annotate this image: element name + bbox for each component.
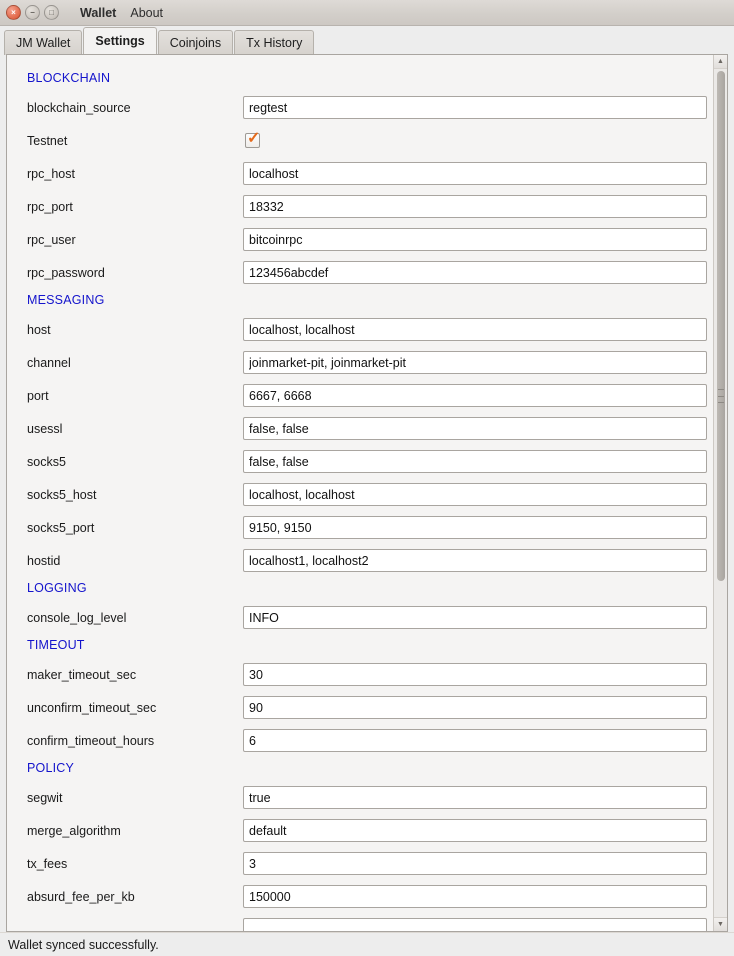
unconfirm-timeout-sec-input[interactable] [243, 696, 707, 719]
setting-label: rpc_user [27, 232, 76, 247]
setting-row-channel [25, 346, 707, 379]
host-input[interactable] [243, 318, 707, 341]
setting-row-rpc-user [25, 223, 707, 256]
window-controls [6, 5, 59, 20]
blockchain-source-input[interactable] [243, 96, 707, 119]
scrollbar-track[interactable] [714, 69, 728, 917]
tab-bar [0, 26, 734, 54]
socks5-host-input[interactable] [243, 483, 707, 506]
settings-scrollbar[interactable] [713, 55, 727, 931]
setting-row-socks5-port [25, 511, 707, 544]
menu-item-about[interactable]: About [130, 5, 164, 20]
setting-label: absurd_fee_per_kb [27, 889, 135, 904]
setting-label: console_log_level [27, 610, 127, 625]
setting-row-host [25, 313, 707, 346]
setting-row-unconfirm-timeout-sec [25, 691, 707, 724]
tab-settings[interactable]: Settings [83, 27, 156, 54]
check-icon: ✓ [247, 130, 261, 147]
setting-row-segwit [25, 781, 707, 814]
scroll-up-button[interactable] [714, 55, 728, 69]
scrollbar-thumb[interactable] [717, 71, 725, 581]
tab-coinjoins[interactable]: Coinjoins [158, 30, 233, 55]
tx-fees-input[interactable] [243, 852, 707, 875]
setting-label: port [27, 388, 49, 403]
setting-row-socks5 [25, 445, 707, 478]
content-area [0, 54, 734, 932]
tab-tx-history[interactable]: Tx History [234, 30, 314, 55]
setting-row-rpc-host [25, 157, 707, 190]
channel-input[interactable] [243, 351, 707, 374]
setting-row-rpc-port [25, 190, 707, 223]
setting-row-usessl [25, 412, 707, 445]
next-setting-input[interactable] [243, 918, 707, 931]
setting-label: maker_timeout_sec [27, 667, 137, 682]
section-header-timeout: TIMEOUT [27, 638, 85, 652]
maximize-window-button[interactable] [44, 5, 59, 20]
section-header-logging: LOGGING [27, 581, 87, 595]
menu-bar [73, 0, 170, 25]
scroll-down-button[interactable] [714, 917, 728, 931]
close-window-button[interactable] [6, 5, 21, 20]
settings-panel [6, 54, 728, 932]
setting-label: Testnet [27, 133, 68, 148]
setting-label: channel [27, 355, 71, 370]
setting-label: merge_algorithm [27, 823, 121, 838]
setting-label: blockchain_source [27, 100, 131, 115]
menu-item-wallet[interactable]: Wallet [80, 5, 117, 20]
setting-row-testnet [25, 124, 707, 157]
setting-label: rpc_host [27, 166, 75, 181]
absurd-fee-per-kb-input[interactable] [243, 885, 707, 908]
socks5-port-input[interactable] [243, 516, 707, 539]
chevron-down-icon: ▼ [717, 921, 724, 928]
chevron-up-icon: ▲ [717, 58, 724, 65]
status-bar [0, 932, 734, 956]
section-header-messaging: MESSAGING [27, 293, 105, 307]
tab-jm-wallet[interactable]: JM Wallet [4, 30, 82, 55]
setting-label: host [27, 322, 51, 337]
usessl-input[interactable] [243, 417, 707, 440]
setting-row-socks5-host [25, 478, 707, 511]
rpc-host-input[interactable] [243, 162, 707, 185]
rpc-password-input[interactable] [243, 261, 707, 284]
setting-label: hostid [27, 553, 61, 568]
scrollbar-grip-icon [718, 389, 724, 403]
console-log-level-input[interactable] [243, 606, 707, 629]
setting-label: tx_fees [27, 856, 68, 871]
setting-row-blockchain-source [25, 91, 707, 124]
merge-algorithm-input[interactable] [243, 819, 707, 842]
setting-label: usessl [27, 421, 63, 436]
confirm-timeout-hours-input[interactable] [243, 729, 707, 752]
setting-label: socks5 [27, 454, 66, 469]
setting-row-port [25, 379, 707, 412]
maximize-icon: □ [49, 7, 54, 17]
rpc-port-input[interactable] [243, 195, 707, 218]
setting-row-rpc-password [25, 256, 707, 289]
setting-label: rpc_port [27, 199, 73, 214]
settings-list [7, 55, 713, 931]
segwit-input[interactable] [243, 786, 707, 809]
maker-timeout-sec-input[interactable] [243, 663, 707, 686]
close-icon: × [11, 7, 16, 17]
rpc-user-input[interactable] [243, 228, 707, 251]
setting-row-partial [25, 913, 707, 931]
port-input[interactable] [243, 384, 707, 407]
setting-row-maker-timeout-sec [25, 658, 707, 691]
setting-label: unconfirm_timeout_sec [27, 700, 157, 715]
setting-label: confirm_timeout_hours [27, 733, 155, 748]
section-header-blockchain: BLOCKCHAIN [27, 71, 111, 85]
section-header-policy: POLICY [27, 761, 75, 775]
setting-row-confirm-timeout-hours [25, 724, 707, 757]
title-bar [0, 0, 734, 26]
setting-row-tx-fees [25, 847, 707, 880]
setting-label: rpc_password [27, 265, 105, 280]
setting-row-absurd-fee-per-kb [25, 880, 707, 913]
minimize-window-button[interactable] [25, 5, 40, 20]
status-message: Wallet synced successfully. [8, 937, 159, 952]
setting-row-console-log-level [25, 601, 707, 634]
setting-label: socks5_host [27, 487, 97, 502]
socks5-input[interactable] [243, 450, 707, 473]
testnet-checkbox[interactable] [245, 130, 261, 148]
hostid-input[interactable] [243, 549, 707, 572]
minimize-icon: − [30, 7, 35, 17]
setting-label: segwit [27, 790, 63, 805]
setting-label: socks5_port [27, 520, 95, 535]
setting-row-hostid [25, 544, 707, 577]
setting-row-merge-algorithm [25, 814, 707, 847]
